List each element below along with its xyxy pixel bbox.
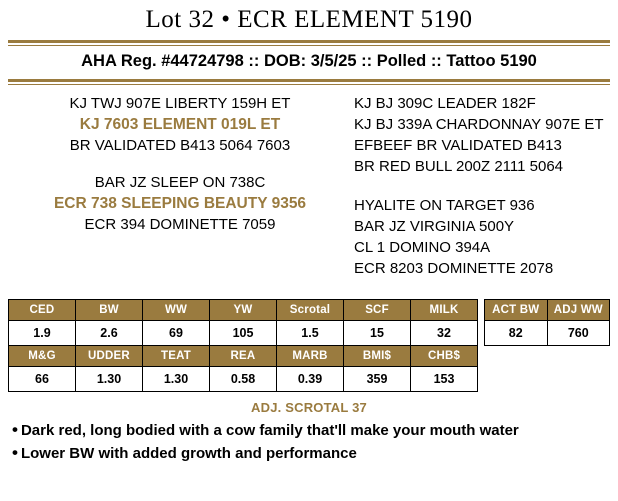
actual-weights-header-act-bw: ACT BW [485, 300, 548, 321]
epd-header-ww: WW [143, 300, 210, 321]
epd-header-marb: MARB [277, 346, 344, 367]
epd-value-scf: 15 [344, 321, 411, 346]
registration-line: AHA Reg. #44724798 :: DOB: 3/5/25 :: Polled :: Tattoo 5190 [81, 52, 537, 70]
epd-header-bmi: BMI$ [344, 346, 411, 367]
pedigree-left-column [8, 93, 346, 289]
sire-great-granddam-2: BR RED BULL 200Z 2111 5064 [354, 158, 564, 175]
epd-value-row-2 [9, 367, 478, 392]
epd-header-scf: SCF [344, 300, 411, 321]
bullet-text: Lower BW with added growth and performance [20, 445, 357, 462]
epd-header-row-1 [9, 300, 478, 321]
epd-value-mg: 66 [9, 367, 76, 392]
sire-great-grandsire-1: KJ BJ 309C LEADER 182F [354, 95, 536, 112]
bullet-item [12, 419, 610, 442]
epd-table [8, 299, 478, 392]
sire-grandsire: KJ TWJ 907E LIBERTY 159H ET [69, 95, 291, 112]
dam-great-granddam-1: BAR JZ VIRGINIA 500Y [354, 218, 515, 235]
sire-great-grandsire-2: EFBEEF BR VALIDATED B413 [354, 137, 562, 154]
epd-value-rea: 0.58 [210, 367, 277, 392]
epd-header-row-2 [9, 346, 478, 367]
epd-value-row-1 [9, 321, 478, 346]
epd-header-udder: UDDER [76, 346, 143, 367]
actual-weights-table [484, 299, 610, 346]
dam-side-ancestors [354, 195, 610, 279]
page-title: Lot 32 • ECR ELEMENT 5190 [145, 6, 473, 33]
bullet-dot-icon: • [12, 443, 18, 462]
epd-section [8, 289, 610, 392]
epd-header-mg: M&G [9, 346, 76, 367]
epd-header-rea: REA [210, 346, 277, 367]
sire-granddam: BR VALIDATED B413 5064 7603 [69, 137, 291, 154]
dam-great-grandsire-2: CL 1 DOMINO 394A [354, 239, 491, 256]
bullet-item [12, 442, 610, 465]
dam-granddam: ECR 394 DOMINETTE 7059 [84, 216, 276, 233]
epd-header-bw: BW [76, 300, 143, 321]
epd-value-teat: 1.30 [143, 367, 210, 392]
actual-weights-value-row [485, 321, 610, 346]
epd-value-chb: 153 [411, 367, 478, 392]
epd-value-marb: 0.39 [277, 367, 344, 392]
actual-weights-value-adj-ww: 760 [547, 321, 610, 346]
epd-value-milk: 32 [411, 321, 478, 346]
dam-grandsire: BAR JZ SLEEP ON 738C [94, 174, 266, 191]
epd-header-milk: MILK [411, 300, 478, 321]
pedigree-right-spacer [354, 187, 610, 195]
actual-weights-header-row [485, 300, 610, 321]
pedigree [8, 85, 610, 289]
bullet-dot-icon: • [12, 420, 18, 439]
dam-great-granddam-2: ECR 8203 DOMINETTE 2078 [354, 260, 554, 277]
dam-great-grandsire-1: HYALITE ON TARGET 936 [354, 197, 535, 214]
sire-side-ancestors [354, 93, 610, 177]
epd-header-teat: TEAT [143, 346, 210, 367]
epd-header-yw: YW [210, 300, 277, 321]
epd-value-yw: 105 [210, 321, 277, 346]
epd-value-ced: 1.9 [9, 321, 76, 346]
adj-scrotal-note: ADJ. SCROTAL 37 [251, 400, 367, 415]
epd-header-scrotal: Scrotal [277, 300, 344, 321]
epd-value-bmi: 359 [344, 367, 411, 392]
reg-divider-thick [8, 79, 610, 82]
epd-value-ww: 69 [143, 321, 210, 346]
title-divider-thick [8, 40, 610, 43]
epd-header-ced: CED [9, 300, 76, 321]
epd-value-scrotal: 1.5 [277, 321, 344, 346]
description-bullets [8, 419, 610, 465]
epd-value-udder: 1.30 [76, 367, 143, 392]
pedigree-right-column [346, 93, 610, 289]
sire-name: KJ 7603 ELEMENT 019L ET [79, 116, 281, 133]
bullet-text: Dark red, long bodied with a cow family that'll make your mouth water [20, 422, 519, 439]
epd-value-bw: 2.6 [76, 321, 143, 346]
dam-name: ECR 738 SLEEPING BEAUTY 9356 [53, 195, 307, 212]
pedigree-spacer [14, 156, 346, 172]
actual-weights-header-adj-ww: ADJ WW [547, 300, 610, 321]
actual-weights-value-act-bw: 82 [485, 321, 548, 346]
epd-header-chb: CHB$ [411, 346, 478, 367]
sire-great-granddam-1: KJ BJ 339A CHARDONNAY 907E ET [354, 116, 604, 133]
